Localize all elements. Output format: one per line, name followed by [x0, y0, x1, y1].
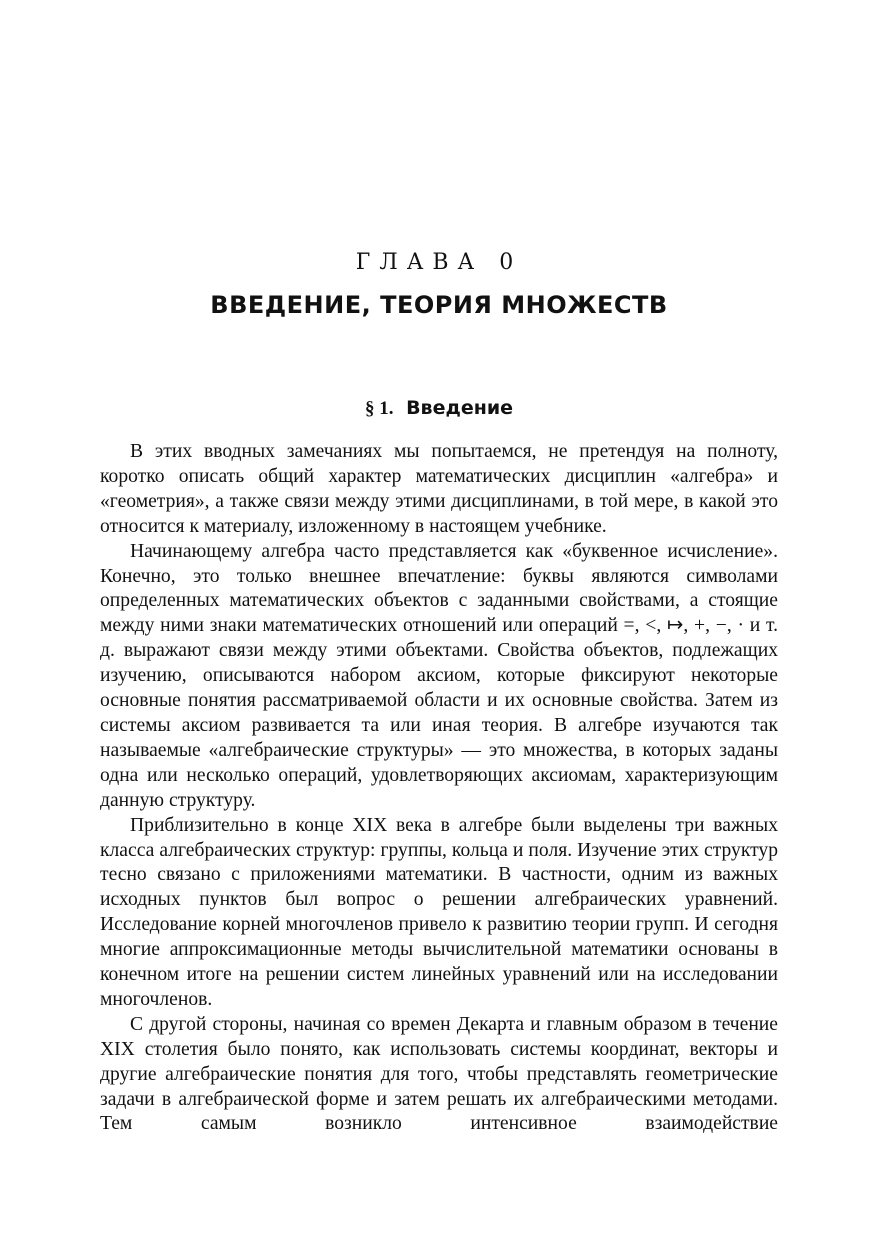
- paragraph-4: С другой стороны, начиная со времен Декарта и главным образом в течение XIX столетия было понято, как использовать системы координат, векторы и другие алгебраические понятия для того, чтобы представлять геометрические задачи в алгебраической форме и затем решать их алгебраическими методами. Тем самым возникло интенсивное взаимодействие: [100, 1013, 778, 1135]
- section-number: § 1.: [364, 398, 394, 419]
- paragraph-1: В этих вводных замечаниях мы попытаемся, не претендуя на полноту, коротко описать общий характер математических дисциплин «алгебра» и «геометрия», а также связи между этими дисциплинами, в той мере, в какой это относится к материалу, изложенному в настоящем учебнике.: [100, 441, 778, 537]
- paragraph-3: Приблизительно в конце XIX века в алгебре были выделены три важных класса алгебраических структур: группы, кольца и поля. Изучение этих структур тесно связано с приложениями математики. В частности, одним из важных исходных пунктов был вопрос о решении алгебраических уравнений. Исследование корней многочленов привело к развитию теории групп. И сегодня многие аппроксимационные методы вычислительной математики основаны в конечном итоге на решении систем линейных уравнений или на исследовании многочленов.: [100, 814, 778, 1010]
- section-title: Введение: [406, 397, 514, 419]
- chapter-label: ГЛАВА 0: [355, 250, 523, 275]
- paragraph-2: Начинающему алгебра часто представляется как «буквенное исчисление». Конечно, это только внешнее впечатление: буквы являются символами определенных математических объектов с заданными свойствами, а стоящие между ними знаки математических отношений или операций =, <, ↦, +, −, · и т. д. выражают связи между этими объектами. Свойства объектов, подлежащих изучению, описываются набором аксиом, которые фиксируют некоторые основные понятия рассматриваемой области и их основные свойства. Затем из системы аксиом развивается та или иная теория. В алгебре изучаются так называемые «алгебраические структуры» — это множества, в которых заданы одна или несколько операций, удовлетворяющих аксиомам, характеризующим данную структуру.: [100, 540, 778, 811]
- body-text: [100, 440, 778, 1137]
- chapter-title: ВВЕДЕНИЕ, ТЕОРИЯ МНОЖЕСТВ: [210, 291, 668, 319]
- section-heading: [0, 397, 878, 420]
